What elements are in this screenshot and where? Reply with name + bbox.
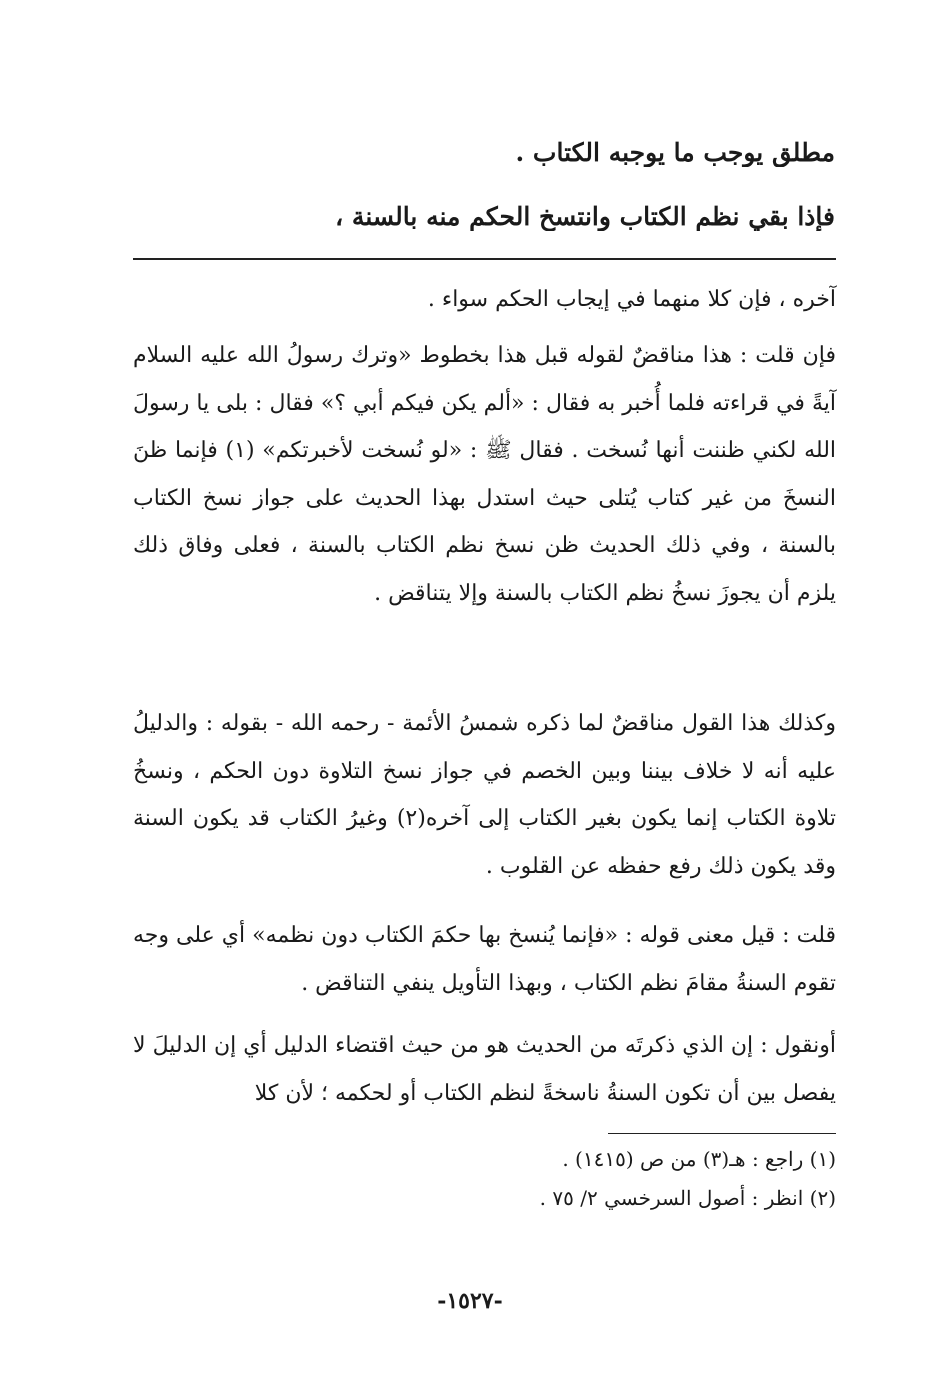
footnote-divider: [608, 1133, 836, 1134]
commentary-paragraph-2: فإن قلت : هذا مناقضٌ لقوله قبل هذا بخطوط «وترك رسولُ الله عليه السلام آيةً في قراءته فلما أُخبر به فقال : «ألم يكن فيكم أبي ؟» فقال : بلى يا رسولَ الله لكني ظننت أنها نُسخت . فقال ﷺ : «لو نُسخت لأخبرتكم» (١) فإنما ظنَ النسخَ من غير كتاب يُتلى حيث استدل بهذا الحديث على جواز نسخ الكتاب بالسنة ، وفي ذلك الحديث ظن نسخ نظم الكتاب بالسنة ، فعلى وفاق ذلك يلزم أن يجوزَ نسخُ نظم الكتاب بالسنة وإلا يتناقض .: [133, 343, 837, 606]
main-text-line-2: فإذا بقي نظم الكتاب وانتسخ الحكم منه بالسنة ،: [335, 202, 835, 231]
commentary-paragraph-3: وكذلك هذا القول مناقضٌ لما ذكره شمسُ الأئمة - رحمه الله - بقوله : والدليلُ عليه أنه لا خلاف بيننا وبين الخصم في جواز نسخ التلاوة دون الحكم ، ونسخُ تلاوة الكتاب إنما يكون بغير الكتاب إلى آخره(٢) وغيرُ الكتاب قد يكون السنة وقد يكون ذلك رفع حفظه عن القلوب .: [133, 711, 836, 879]
commentary-paragraph-4: قلت : قيل معنى قوله : «فإنما يُنسخ بها حكمَ الكتاب دون نظمه» أي على وجه تقوم السنةُ مقامَ نظم الكتاب ، وبهذا التأويل ينفي التناقض .: [133, 923, 836, 996]
main-text-divider: [133, 258, 836, 260]
page-number: -١٥٢٧-: [437, 1288, 503, 1314]
main-text-line-1: مطلق يوجب ما يوجبه الكتاب .: [515, 138, 835, 167]
commentary-paragraph-5: أونقول : إن الذي ذكرتَه من الحديث هو من حيث اقتضاء الدليل أي إن الدليلَ لا يفصل بين أن تكون السنةُ ناسخةً لنظم الكتاب أو لحكمه ؛ لأن كلا: [133, 1033, 836, 1106]
footnote-1: (١) راجع : هـ(٣) من ص (١٤١٥) .: [562, 1147, 836, 1171]
footnote-2: (٢) انظر : أصول السرخسي ٢/ ٧٥ .: [539, 1186, 836, 1210]
commentary-paragraph-1: آخره ، فإن كلا منهما في إيجاب الحكم سواء .: [427, 287, 836, 312]
